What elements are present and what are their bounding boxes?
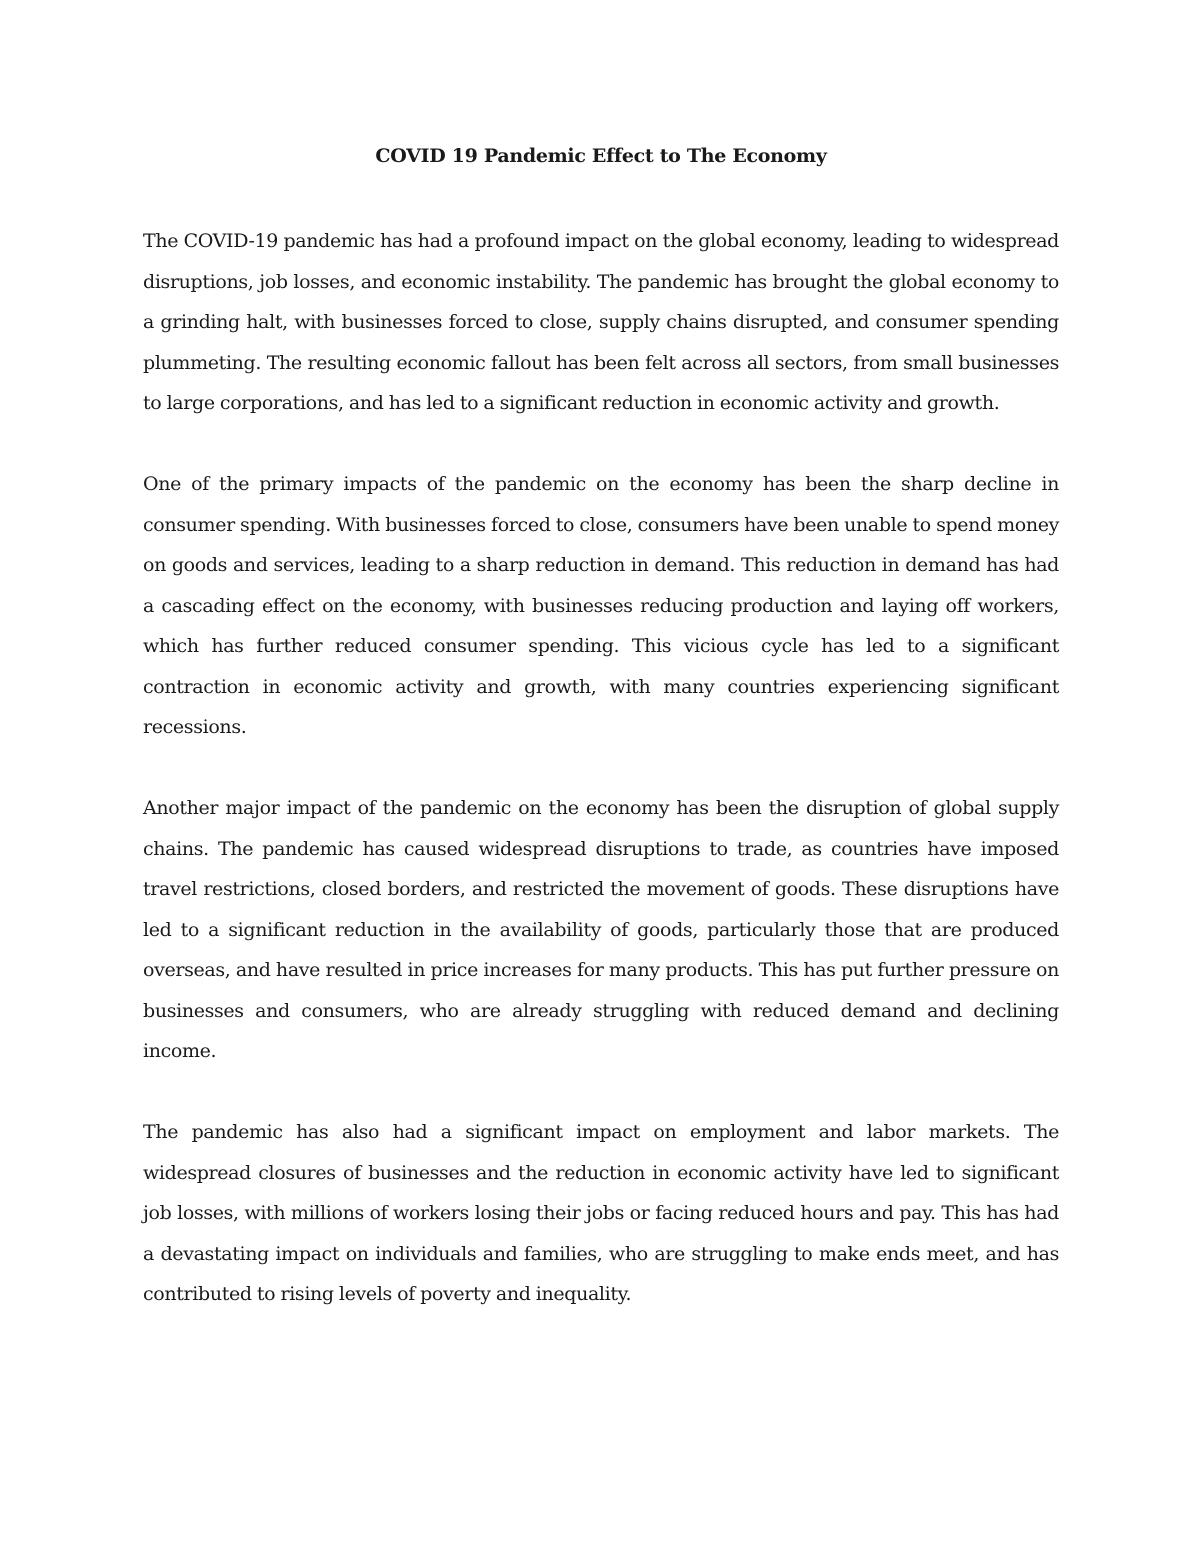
document-body [143,140,1059,1315]
paragraph-4: The pandemic has also had a significant impact on employment and labor markets. The widespread closures of businesses and the reduction in economic activity have led to significant job losses, with millions of workers losing their jobs or facing reduced hours and pay. This has had a devastating impact on individuals and families, who are struggling to make ends meet, and has contributed to rising levels of poverty and inequality. [143,1121,1059,1305]
paragraph-1: The COVID-19 pandemic has had a profound impact on the global economy, leading to widespread disruptions, job losses, and economic instability. The pandemic has brought the global economy to a grinding halt, with businesses forced to close, supply chains disrupted, and consumer spending plummeting. The resulting economic fallout has been felt across all sectors, from small businesses to large corporations, and has led to a significant reduction in economic activity and growth. [143,230,1059,414]
document-title: COVID 19 Pandemic Effect to The Economy [375,145,827,167]
paragraph-2: One of the primary impacts of the pandemic on the economy has been the sharp decline in consumer spending. With businesses forced to close, consumers have been unable to spend money on goods and services, leading to a sharp reduction in demand. This reduction in demand has had a cascading effect on the economy, with businesses reducing production and laying off workers, which has further reduced consumer spending. This vicious cycle has led to a significant contraction in economic activity and growth, with many countries experiencing significant recessions. [143,473,1059,738]
paragraph-3: Another major impact of the pandemic on the economy has been the disruption of global supply chains. The pandemic has caused widespread disruptions to trade, as countries have imposed travel restrictions, closed borders, and restricted the movement of goods. These disruptions have led to a significant reduction in the availability of goods, particularly those that are produced overseas, and have resulted in price increases for many products. This has put further pressure on businesses and consumers, who are already struggling with reduced demand and declining income. [143,797,1059,1062]
